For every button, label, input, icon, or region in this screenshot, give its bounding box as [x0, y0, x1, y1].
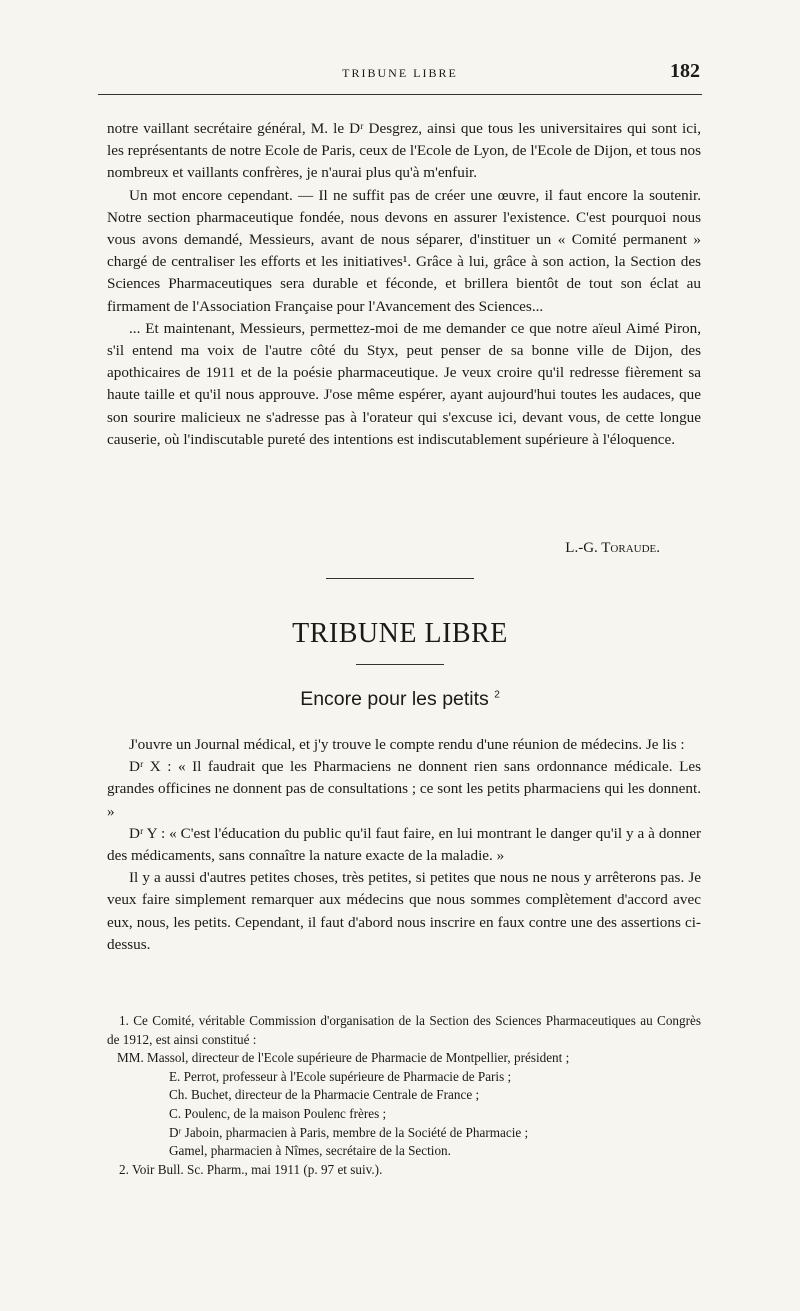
intro-paragraph-2: Un mot encore cependant. — Il ne suffit pas de créer une œuvre, il faut encore la soutenir. Notre section pharmaceutique fondée, nous devons en assurer l'existence. C'est pourquoi nous vous avons demandé, Messieurs, avant de nous séparer, d'instituer un « Comité permanent » chargé de centraliser les efforts et les initiatives¹. Grâce à lui, grâce à son action, la Section des Sciences Pharmaceutiques sera durable et féconde, et brillera bientôt de tout son éclat au firmament de l'Association Française pour l'Avancement des Sciences... — [107, 186, 701, 315]
footnote-2: 2. Voir Bull. Sc. Pharm., mai 1911 (p. 97 et suiv.). — [119, 1161, 383, 1177]
footnote-1-member: Ch. Buchet, directeur de la Pharmacie Centrale de France ; — [169, 1087, 480, 1103]
running-head — [98, 60, 702, 90]
article-title — [0, 688, 800, 711]
header-rule — [98, 94, 702, 95]
article-paragraph-2: Dʳ X : « Il faudrait que les Pharmaciens ne donnent rien sans ordonnance médicale. Les grandes officines ne donnent pas de consultations ; ce sont les petits pharmaciens qui les donnent. » — [107, 758, 701, 820]
page-number: 182 — [670, 60, 700, 82]
footnotes — [107, 1012, 701, 1179]
footnote-1-member: E. Perrot, professeur à l'Ecole supérieure de Pharmacie de Paris ; — [169, 1068, 512, 1084]
footnote-1-intro: 1. Ce Comité, véritable Commission d'organisation de la Section des Sciences Pharmaceutiques au Congrès de 1912, est ainsi constitué : — [107, 1013, 701, 1047]
running-head-title: TRIBUNE LIBRE — [342, 66, 458, 80]
intro-paragraph-3: ... Et maintenant, Messieurs, permettez-moi de me demander ce que notre aïeul Aimé Piron, s'il entend ma voix de l'autre côté du Styx, peut penser de sa bonne ville de Dijon, des apothicaires de 1911 et de la poésie pharmaceutique. Je veux croire qu'il redresse fièrement sa haute taille et qu'il nous approuve. J'ose même espérer, ayant aujourd'hui toutes les audaces, que son sourire malicieux ne s'adresse pas à l'orateur qui s'excuse ici, devant vous, de cette longue causerie, où l'indiscutable pureté des intentions est indiscutablement supérieure à l'éloquence. — [107, 319, 701, 448]
article-text-block — [107, 734, 701, 956]
section-divider — [326, 578, 474, 579]
footnote-1-member: MM. Massol, directeur de l'Ecole supérieure de Pharmacie de Montpellier, président ; — [117, 1050, 570, 1066]
footnote-1-member-list — [107, 1049, 701, 1161]
article-title-note-marker: 2 — [494, 689, 500, 701]
article-paragraph-3: Dʳ Y : « C'est l'éducation du public qu'il faut faire, en lui montrant le danger qu'il y a à donner des médicaments, sans connaître la nature exacte de la maladie. » — [107, 824, 701, 865]
section-title: TRIBUNE LIBRE — [292, 618, 508, 649]
footnote-1-member: Gamel, pharmacien à Nîmes, secrétaire de la Section. — [169, 1143, 451, 1159]
intro-paragraph-1: notre vaillant secrétaire général, M. le Dʳ Desgrez, ainsi que tous les universitaires qui sont ici, les représentants de notre Ecole de Paris, ceux de l'Ecole de Lyon, de l'Ecole de Dijon, et tous nos nombreux et vaillants confrères, je n'aurai plus qu'à m'enfuir. — [107, 120, 701, 182]
footnote-1-member: C. Poulenc, de la maison Poulenc frères ; — [169, 1105, 387, 1121]
article-paragraph-4: Il y a aussi d'autres petites choses, très petites, si petites que nous ne nous y arrêterons pas. Je veux faire simplement remarquer aux médecins que nous sommes complètement d'accord avec eux, nous, les petits. Cependant, il faut d'abord nous inscrire en faux contre une des assertions ci-dessus. — [107, 869, 701, 953]
author-signature: L.-G. Toraude. — [565, 540, 660, 556]
footnote-1-member: Dʳ Jaboin, pharmacien à Paris, membre de la Société de Pharmacie ; — [169, 1124, 529, 1140]
section-title-rule — [356, 664, 444, 665]
intro-text-block — [107, 118, 701, 451]
article-paragraph-1: J'ouvre un Journal médical, et j'y trouve le compte rendu d'une réunion de médecins. Je lis : — [129, 736, 685, 753]
article-title-text: Encore pour les petits — [300, 688, 489, 710]
